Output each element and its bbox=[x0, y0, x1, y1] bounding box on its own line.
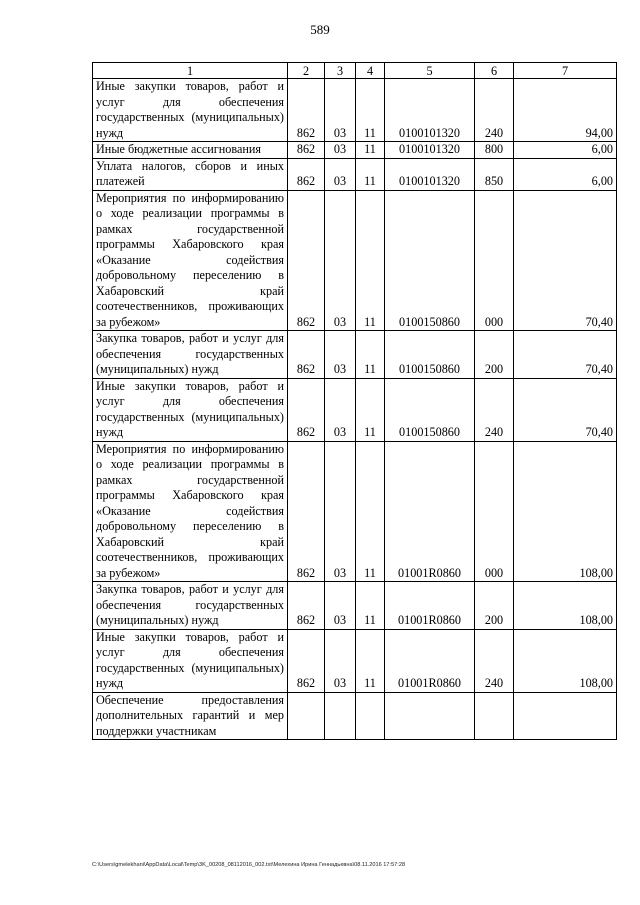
row-name: Иные закупки товаров, работ и услуг для обеспечения государственных (муниципальных) нужд bbox=[93, 378, 288, 441]
target-article-code bbox=[385, 692, 475, 740]
target-article-code: 0100150860 bbox=[385, 378, 475, 441]
section-code: 03 bbox=[325, 158, 356, 190]
table-row bbox=[93, 190, 617, 331]
ministry-code: 862 bbox=[288, 582, 325, 630]
target-article-code: 0100150860 bbox=[385, 331, 475, 379]
amount: 108,00 bbox=[514, 441, 617, 582]
file-path-footer: C:\Users\gmelekhani\AppData\Local\Temp\3K_00208_08112016_002.txt\Мелехина Ирина Геннадьевна\08.11.2016 17:57:28 bbox=[92, 862, 406, 868]
ministry-code: 862 bbox=[288, 79, 325, 142]
expense-type-code: 000 bbox=[475, 190, 514, 331]
column-header: 5 bbox=[385, 63, 475, 79]
row-name: Обеспечение предоставления дополнительных гарантий и мер поддержки участникам bbox=[93, 692, 288, 740]
amount: 94,00 bbox=[514, 79, 617, 142]
table-row bbox=[93, 331, 617, 379]
amount: 6,00 bbox=[514, 142, 617, 159]
section-code: 03 bbox=[325, 378, 356, 441]
expense-type-code: 200 bbox=[475, 331, 514, 379]
ministry-code: 862 bbox=[288, 142, 325, 159]
header-row bbox=[93, 63, 617, 79]
subsection-code: 11 bbox=[356, 378, 385, 441]
page-number: 589 bbox=[310, 22, 330, 37]
section-code: 03 bbox=[325, 582, 356, 630]
expense-type-code bbox=[475, 692, 514, 740]
amount: 108,00 bbox=[514, 582, 617, 630]
subsection-code: 11 bbox=[356, 142, 385, 159]
table-row bbox=[93, 629, 617, 692]
ministry-code: 862 bbox=[288, 331, 325, 379]
table-row bbox=[93, 142, 617, 159]
expense-type-code: 240 bbox=[475, 79, 514, 142]
subsection-code: 11 bbox=[356, 441, 385, 582]
column-header: 2 bbox=[288, 63, 325, 79]
row-name: Иные закупки товаров, работ и услуг для обеспечения государственных (муниципальных) нужд bbox=[93, 79, 288, 142]
section-code: 03 bbox=[325, 331, 356, 379]
column-header: 7 bbox=[514, 63, 617, 79]
row-name: Мероприятия по информированию о ходе реализации программы в рамках государственной программы Хабаровского края «Оказание содействия добровольному переселению в Хабаровский край соотечественников, проживающих за рубежом» bbox=[93, 441, 288, 582]
column-header: 1 bbox=[93, 63, 288, 79]
table-row bbox=[93, 692, 617, 740]
table-row bbox=[93, 378, 617, 441]
target-article-code: 01001R0860 bbox=[385, 582, 475, 630]
target-article-code: 0100101320 bbox=[385, 142, 475, 159]
subsection-code: 11 bbox=[356, 190, 385, 331]
ministry-code bbox=[288, 692, 325, 740]
amount: 70,40 bbox=[514, 331, 617, 379]
row-name: Закупка товаров, работ и услуг для обеспечения государственных (муниципальных) нужд bbox=[93, 582, 288, 630]
subsection-code: 11 bbox=[356, 629, 385, 692]
expense-type-code: 800 bbox=[475, 142, 514, 159]
table-row bbox=[93, 158, 617, 190]
column-header: 4 bbox=[356, 63, 385, 79]
target-article-code: 0100101320 bbox=[385, 158, 475, 190]
target-article-code: 01001R0860 bbox=[385, 441, 475, 582]
table-row bbox=[93, 582, 617, 630]
ministry-code: 862 bbox=[288, 158, 325, 190]
ministry-code: 862 bbox=[288, 190, 325, 331]
column-header: 6 bbox=[475, 63, 514, 79]
row-name: Иные бюджетные ассигнования bbox=[93, 142, 288, 159]
expense-type-code: 200 bbox=[475, 582, 514, 630]
section-code: 03 bbox=[325, 79, 356, 142]
section-code: 03 bbox=[325, 441, 356, 582]
subsection-code: 11 bbox=[356, 79, 385, 142]
target-article-code: 01001R0860 bbox=[385, 629, 475, 692]
row-name: Уплата налогов, сборов и иных платежей bbox=[93, 158, 288, 190]
column-header: 3 bbox=[325, 63, 356, 79]
expense-type-code: 000 bbox=[475, 441, 514, 582]
section-code: 03 bbox=[325, 190, 356, 331]
table-row bbox=[93, 441, 617, 582]
ministry-code: 862 bbox=[288, 378, 325, 441]
table-row bbox=[93, 79, 617, 142]
expense-type-code: 240 bbox=[475, 378, 514, 441]
target-article-code: 0100150860 bbox=[385, 190, 475, 331]
section-code bbox=[325, 692, 356, 740]
section-code: 03 bbox=[325, 142, 356, 159]
amount: 70,40 bbox=[514, 378, 617, 441]
ministry-code: 862 bbox=[288, 629, 325, 692]
row-name: Иные закупки товаров, работ и услуг для обеспечения государственных (муниципальных) нужд bbox=[93, 629, 288, 692]
subsection-code bbox=[356, 692, 385, 740]
row-name: Закупка товаров, работ и услуг для обеспечения государственных (муниципальных) нужд bbox=[93, 331, 288, 379]
expense-type-code: 850 bbox=[475, 158, 514, 190]
subsection-code: 11 bbox=[356, 582, 385, 630]
ministry-code: 862 bbox=[288, 441, 325, 582]
amount: 70,40 bbox=[514, 190, 617, 331]
expense-type-code: 240 bbox=[475, 629, 514, 692]
target-article-code: 0100101320 bbox=[385, 79, 475, 142]
subsection-code: 11 bbox=[356, 158, 385, 190]
budget-table bbox=[92, 62, 617, 740]
amount bbox=[514, 692, 617, 740]
section-code: 03 bbox=[325, 629, 356, 692]
subsection-code: 11 bbox=[356, 331, 385, 379]
amount: 108,00 bbox=[514, 629, 617, 692]
amount: 6,00 bbox=[514, 158, 617, 190]
row-name: Мероприятия по информированию о ходе реализации программы в рамках государственной программы Хабаровского края «Оказание содействия добровольному переселению в Хабаровский край соотечественников, проживающих за рубежом» bbox=[93, 190, 288, 331]
